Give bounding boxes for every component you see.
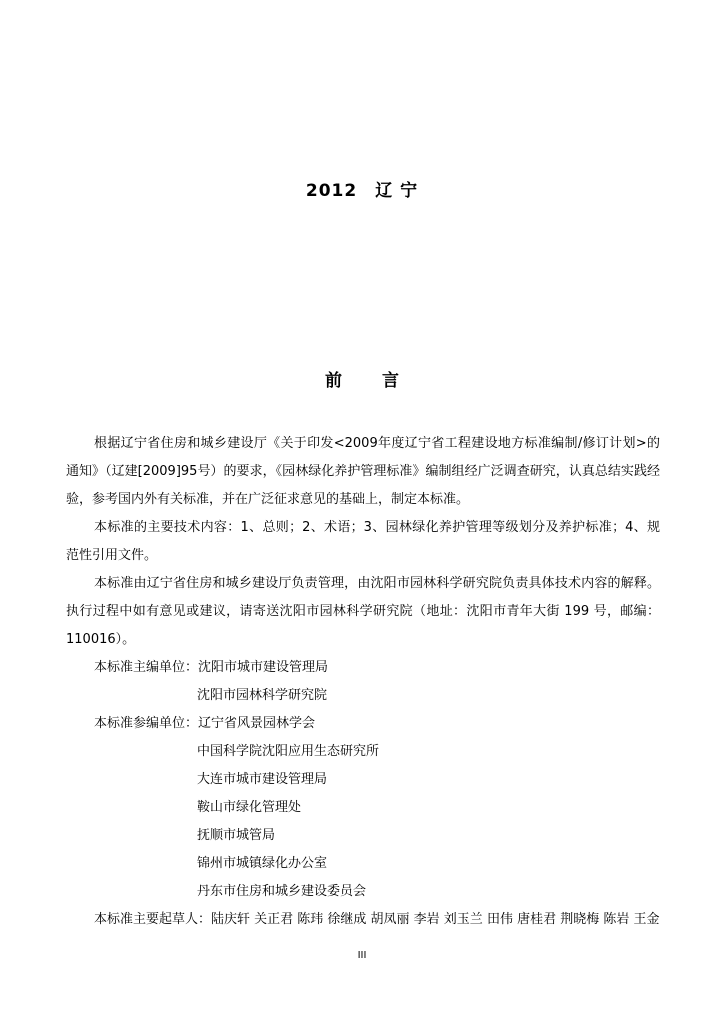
drafters-names: 陆庆轩 关正君 陈玮 徐继成 胡凤丽 李岩 刘玉兰 田伟 唐桂君 荆晓梅 陈岩 王金 [211, 912, 660, 927]
foreword-title-char1: 前 [325, 371, 342, 391]
chief-unit: 沈阳市城市建设管理局 [198, 660, 329, 675]
foreword-title-char2: 言 [382, 371, 399, 391]
participating-unit: 辽宁省风景园林学会 [198, 716, 316, 731]
paragraph-content: 本标准的主要技术内容：1、总则；2、术语；3、园林绿化养护管理等级划分及养护标准；4、规范性引用文件。 [66, 520, 660, 563]
chief-units-label: 本标准主编单位： [94, 660, 199, 675]
participating-unit: 锦州市城镇绿化办公室 [197, 856, 328, 871]
chief-units-line [66, 654, 660, 682]
header-year: 2012 [305, 181, 358, 201]
standard-header [0, 176, 724, 201]
header-province: 辽 宁 [375, 181, 419, 201]
participating-units-label: 本标准参编单位： [94, 716, 199, 731]
participating-units-line [66, 710, 660, 738]
paragraph-management: 本标准由辽宁省住房和城乡建设厅负责管理，由沈阳市园林科学研究院负责具体技术内容的解释。执行过程中如有意见或建议，请寄送沈阳市园林科学研究院（地址：沈阳市青年大街 199 号，邮编：110016）。 [66, 576, 660, 647]
chief-unit: 沈阳市园林科学研究院 [197, 688, 328, 703]
foreword-title [0, 366, 724, 391]
participating-unit: 鞍山市绿化管理处 [197, 800, 302, 815]
participating-unit: 丹东市住房和城乡建设委员会 [197, 884, 367, 899]
participating-unit: 抚顺市城管局 [197, 828, 276, 843]
foreword-body [66, 430, 660, 934]
drafters-label: 本标准主要起草人： [94, 912, 212, 927]
participating-unit: 中国科学院沈阳应用生态研究所 [197, 744, 380, 759]
participating-unit: 大连市城市建设管理局 [197, 772, 328, 787]
page-number: III [357, 950, 367, 961]
drafters-line [66, 906, 660, 934]
paragraph-basis: 根据辽宁省住房和城乡建设厅《关于印发<2009年度辽宁省工程建设地方标准编制/修订计划>的通知》（辽建[2009]95号）的要求，《园林绿化养护管理标准》编制组经广泛调查研究，认真总结实践经验，参考国内外有关标准，并在广泛征求意见的基础上，制定本标准。 [66, 436, 660, 507]
